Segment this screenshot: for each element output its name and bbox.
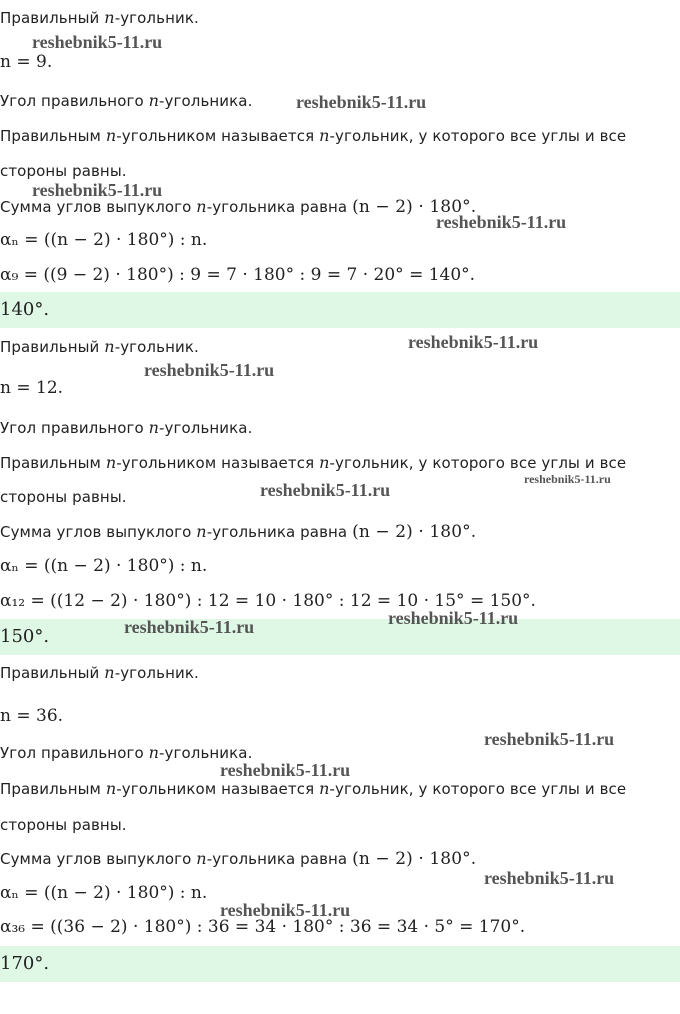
calculation: α₃₆ = ((36 − 2) · 180°) : 36 = 34 · 180° : 36 = 34 · 5° = 170°. [0, 917, 526, 937]
var-n: n [105, 453, 117, 472]
watermark: reshebnik5-11.ru [260, 480, 391, 500]
watermark: reshebnik5-11.ru [524, 472, 611, 486]
sum-formula: (n − 2) · 180°. [352, 197, 477, 217]
watermark: reshebnik5-11.ru [32, 180, 163, 200]
watermark: reshebnik5-11.ru [436, 212, 567, 232]
given-line [0, 337, 199, 356]
definition-line-2: стороны равны. [0, 816, 127, 834]
watermark: reshebnik5-11.ru [220, 900, 351, 920]
var-n: n [105, 779, 117, 798]
var-n: n [104, 8, 115, 27]
calculation: α₁₂ = ((12 − 2) · 180°) : 12 = 10 · 180° : 12 = 10 · 15° = 150°. [0, 591, 536, 611]
var-n: n [319, 779, 330, 798]
watermark: reshebnik5-11.ru [484, 868, 615, 888]
var-n: n [104, 337, 115, 356]
answer-value: 140°. [0, 299, 50, 320]
definition-text: Правильным [0, 127, 106, 145]
answer-value: 150°. [0, 626, 50, 647]
var-n: n [196, 522, 207, 541]
given-text-suffix: -угольник. [114, 664, 199, 682]
given-text-suffix: -угольник. [114, 338, 199, 356]
var-n: n [105, 126, 117, 145]
definition-line-1 [0, 126, 626, 145]
answer-box [0, 292, 680, 328]
definition-text-end: -угольник, у которого все углы и все [329, 780, 627, 798]
definition-line-1 [0, 453, 626, 472]
sum-text-2: -угольника равна [206, 523, 348, 541]
general-formula: αₙ = ((n − 2) · 180°) : n. [0, 556, 208, 576]
var-n: n [148, 418, 160, 437]
definition-text-mid: -угольником называется [116, 127, 320, 145]
n-equation: n = 12. [0, 378, 64, 398]
sum-formula: (n − 2) · 180°. [352, 849, 477, 869]
watermark: reshebnik5-11.ru [408, 332, 539, 352]
watermark: reshebnik5-11.ru [484, 729, 615, 749]
angle-title [0, 418, 252, 437]
given-line [0, 663, 199, 682]
answer-box [0, 619, 680, 655]
sum-text: Сумма углов выпуклого [0, 198, 197, 216]
given-text: Правильный [0, 664, 105, 682]
watermark: reshebnik5-11.ru [388, 608, 519, 628]
angle-title [0, 743, 252, 762]
general-formula: αₙ = ((n − 2) · 180°) : n. [0, 230, 208, 250]
watermark: reshebnik5-11.ru [220, 760, 351, 780]
definition-text-mid: -угольником называется [116, 780, 320, 798]
sum-line [0, 849, 476, 869]
definition-text-mid: -угольником называется [116, 454, 320, 472]
definition-line-1 [0, 779, 626, 798]
given-line [0, 8, 199, 27]
answer-value: 170°. [0, 953, 50, 974]
watermark: reshebnik5-11.ru [124, 617, 255, 637]
n-equation: n = 36. [0, 706, 64, 726]
definition-text: Правильным [0, 454, 106, 472]
angle-title-suffix: -угольника. [159, 419, 253, 437]
angle-title [0, 91, 252, 110]
watermark: reshebnik5-11.ru [144, 360, 275, 380]
n-equation: n = 9. [0, 52, 53, 72]
angle-title-suffix: -угольника. [159, 744, 253, 762]
sum-text-2: -угольника равна [206, 198, 348, 216]
var-n: n [196, 197, 207, 216]
angle-title-suffix: -угольника. [159, 92, 253, 110]
definition-line-2: стороны равны. [0, 488, 127, 506]
var-n: n [196, 849, 207, 868]
angle-title-text: Угол правильного [0, 92, 149, 110]
sum-text-2: -угольника равна [206, 850, 348, 868]
general-formula: αₙ = ((n − 2) · 180°) : n. [0, 883, 208, 903]
var-n: n [148, 743, 160, 762]
given-text: Правильный [0, 9, 105, 27]
definition-text: Правильным [0, 780, 106, 798]
var-n: n [104, 663, 115, 682]
angle-title-text: Угол правильного [0, 744, 149, 762]
definition-text-end: -угольник, у которого все углы и все [329, 454, 627, 472]
calculation: α₉ = ((9 − 2) · 180°) : 9 = 7 · 180° : 9 = 7 · 20° = 140°. [0, 265, 476, 285]
sum-line [0, 522, 476, 542]
watermark: reshebnik5-11.ru [32, 32, 163, 52]
var-n: n [319, 453, 330, 472]
sum-text: Сумма углов выпуклого [0, 850, 197, 868]
sum-text: Сумма углов выпуклого [0, 523, 197, 541]
watermark: reshebnik5-11.ru [296, 92, 427, 112]
definition-text-end: -угольник, у которого все углы и все [329, 127, 627, 145]
given-text-suffix: -угольник. [114, 9, 199, 27]
answer-box [0, 946, 680, 982]
var-n: n [148, 91, 160, 110]
definition-line-2: стороны равны. [0, 162, 127, 180]
angle-title-text: Угол правильного [0, 419, 149, 437]
given-text: Правильный [0, 338, 105, 356]
var-n: n [319, 126, 330, 145]
sum-formula: (n − 2) · 180°. [352, 522, 477, 542]
